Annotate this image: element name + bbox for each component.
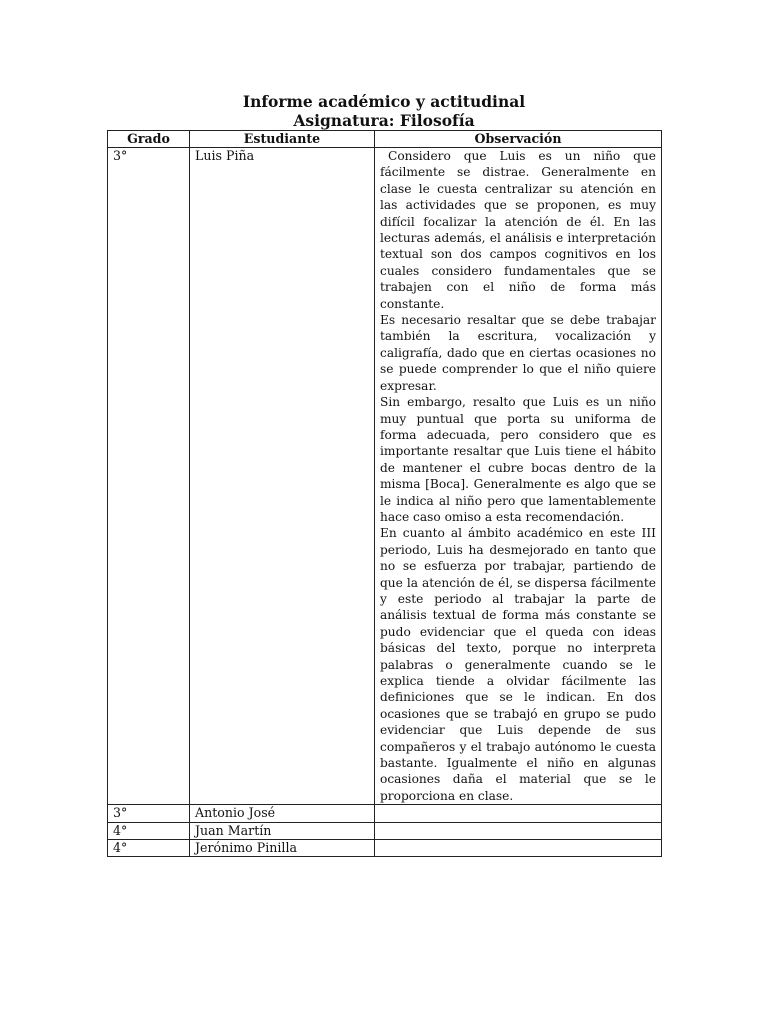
observation-paragraph: Es necesario resaltar que se debe trabajar también la escritura, vocalización y caligrafía, dado que en ciertas ocasiones no se puede comprender lo que el niño quiere expresar.: [380, 313, 656, 393]
table-header-row: [108, 131, 662, 148]
cell-estudiante: Juan Martín: [190, 822, 375, 839]
cell-grado: 3°: [108, 805, 190, 822]
observation-paragraph: En cuanto al ámbito académico en este III periodo, Luis ha desmejorado en tanto que no se esfuerza por trabajar, partiendo de que la atención de él, se dispersa fácilmente y este periodo al trabajar la parte de análisis textual de forma más constante se pudo evidenciar que el queda con ideas básicas del texto, porque no interpreta palabras o generalmente cuando se le explica tiende a olvidar fácilmente las definiciones que se le indican. En dos ocasiones que se trabajó en grupo se pudo evidenciar que Luis depende de sus compañeros y el trabajo autónomo le cuesta bastante. Igualmente el niño en algunas ocasiones daña el material que se le proporciona en clase.: [380, 526, 656, 803]
cell-estudiante: Antonio José: [190, 805, 375, 822]
observation-paragraph: Sin embargo, resalto que Luis es un niño muy puntual que porta su uniforma de forma adecuada, pero considero que es importante resaltar que Luis tiene el hábito de mantener el cubre bocas dentro de la misma [Boca]. Generalmente es algo que se le indica al niño pero que lamentablemente hace caso omiso a esta recomendación.: [380, 395, 656, 524]
document-subtitle: Asignatura: Filosofía: [293, 111, 475, 130]
cell-grado: 3°: [108, 148, 190, 805]
cell-grado: 4°: [108, 822, 190, 839]
table-row: [108, 840, 662, 857]
cell-observacion: [375, 805, 662, 822]
cell-grado: 4°: [108, 840, 190, 857]
cell-estudiante: Luis Piña: [190, 148, 375, 805]
report-table: [107, 130, 662, 857]
cell-estudiante: Jerónimo Pinilla: [190, 840, 375, 857]
table-row: [108, 148, 662, 805]
table-row: [108, 822, 662, 839]
table-row: [108, 805, 662, 822]
document-title: Informe académico y actitudinal: [242, 92, 526, 111]
cell-observacion: [375, 840, 662, 857]
header-observacion: Observación: [375, 131, 662, 148]
header-grado: Grado: [108, 131, 190, 148]
observation-paragraph: Considero que Luis es un niño que fácilmente se distrae. Generalmente en clase le cuesta centralizar su atención en las actividades que se proponen, es muy difícil focalizar la atención de él. En las lecturas además, el análisis e interpretación textual son dos campos cognitivos en los cuales considero fundamentales que se trabajen con el niño de forma más constante.: [380, 149, 656, 311]
cell-observacion: [375, 822, 662, 839]
cell-observacion: [375, 148, 662, 805]
header-estudiante: Estudiante: [190, 131, 375, 148]
document-page: [107, 92, 661, 857]
